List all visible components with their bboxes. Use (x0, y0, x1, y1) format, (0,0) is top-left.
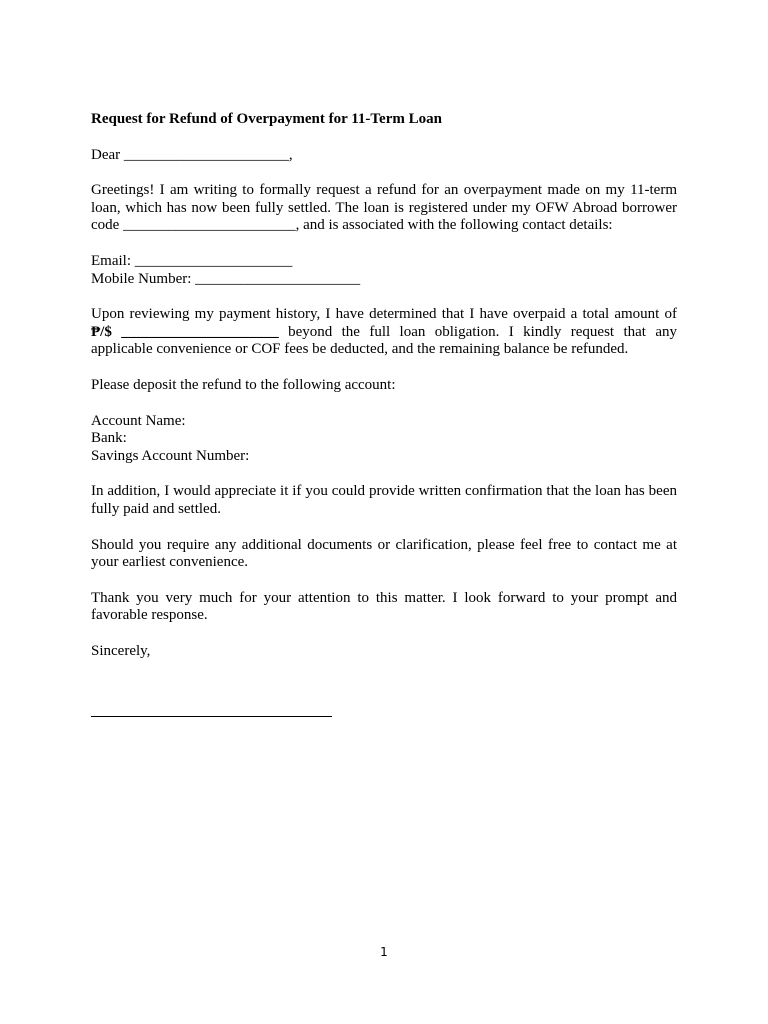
salutation: Dear ______________________, (91, 146, 293, 163)
mobile-line: Mobile Number: ______________________ (91, 270, 361, 287)
contact-details (91, 253, 677, 288)
overpayment-text-end: beyond the full loan obligation. I kindly request that any applicable convenience or COF fees be deducted, and the remaining balance be refunded. (91, 323, 677, 358)
intro-paragraph (91, 182, 677, 235)
borrower-code-blank: _______________________ (123, 217, 296, 234)
letter-body (91, 111, 677, 717)
bank-line: Bank: (91, 430, 127, 447)
letter-title: Request for Refund of Overpayment for 11-Term Loan (91, 111, 442, 127)
account-details (91, 413, 677, 466)
email-line: Email: _____________________ (91, 252, 293, 269)
signature-line (91, 716, 332, 717)
amount-blank: ₱/$ _____________________ (91, 323, 279, 340)
savings-account-line: Savings Account Number: (91, 447, 250, 464)
account-name-line: Account Name: (91, 412, 186, 429)
closing: Sincerely, (91, 642, 151, 659)
overpayment-paragraph (91, 306, 677, 359)
intro-text-end: , and is associated with the following contact details: (295, 217, 613, 234)
thanks-paragraph: Thank you very much for your attention to this matter. I look forward to your prompt and favorable response. (91, 589, 677, 624)
overpayment-text: Upon reviewing my payment history, I have determined that I have overpaid a total amount of (91, 306, 677, 323)
deposit-instruction: Please deposit the refund to the following account: (91, 376, 396, 393)
clarification-paragraph: Should you require any additional documents or clarification, please feel free to contact me at your earliest convenience. (91, 536, 677, 571)
confirmation-paragraph: In addition, I would appreciate it if you could provide written confirmation that the loan has been fully paid and settled. (91, 483, 677, 517)
intro-text: Greetings! I am writing to formally request a refund for an overpayment made on my 11-term loan, which has now been fully settled. The loan is registered under my OFW Abroad borrower code (91, 182, 677, 234)
page-number: 1 (380, 945, 388, 959)
